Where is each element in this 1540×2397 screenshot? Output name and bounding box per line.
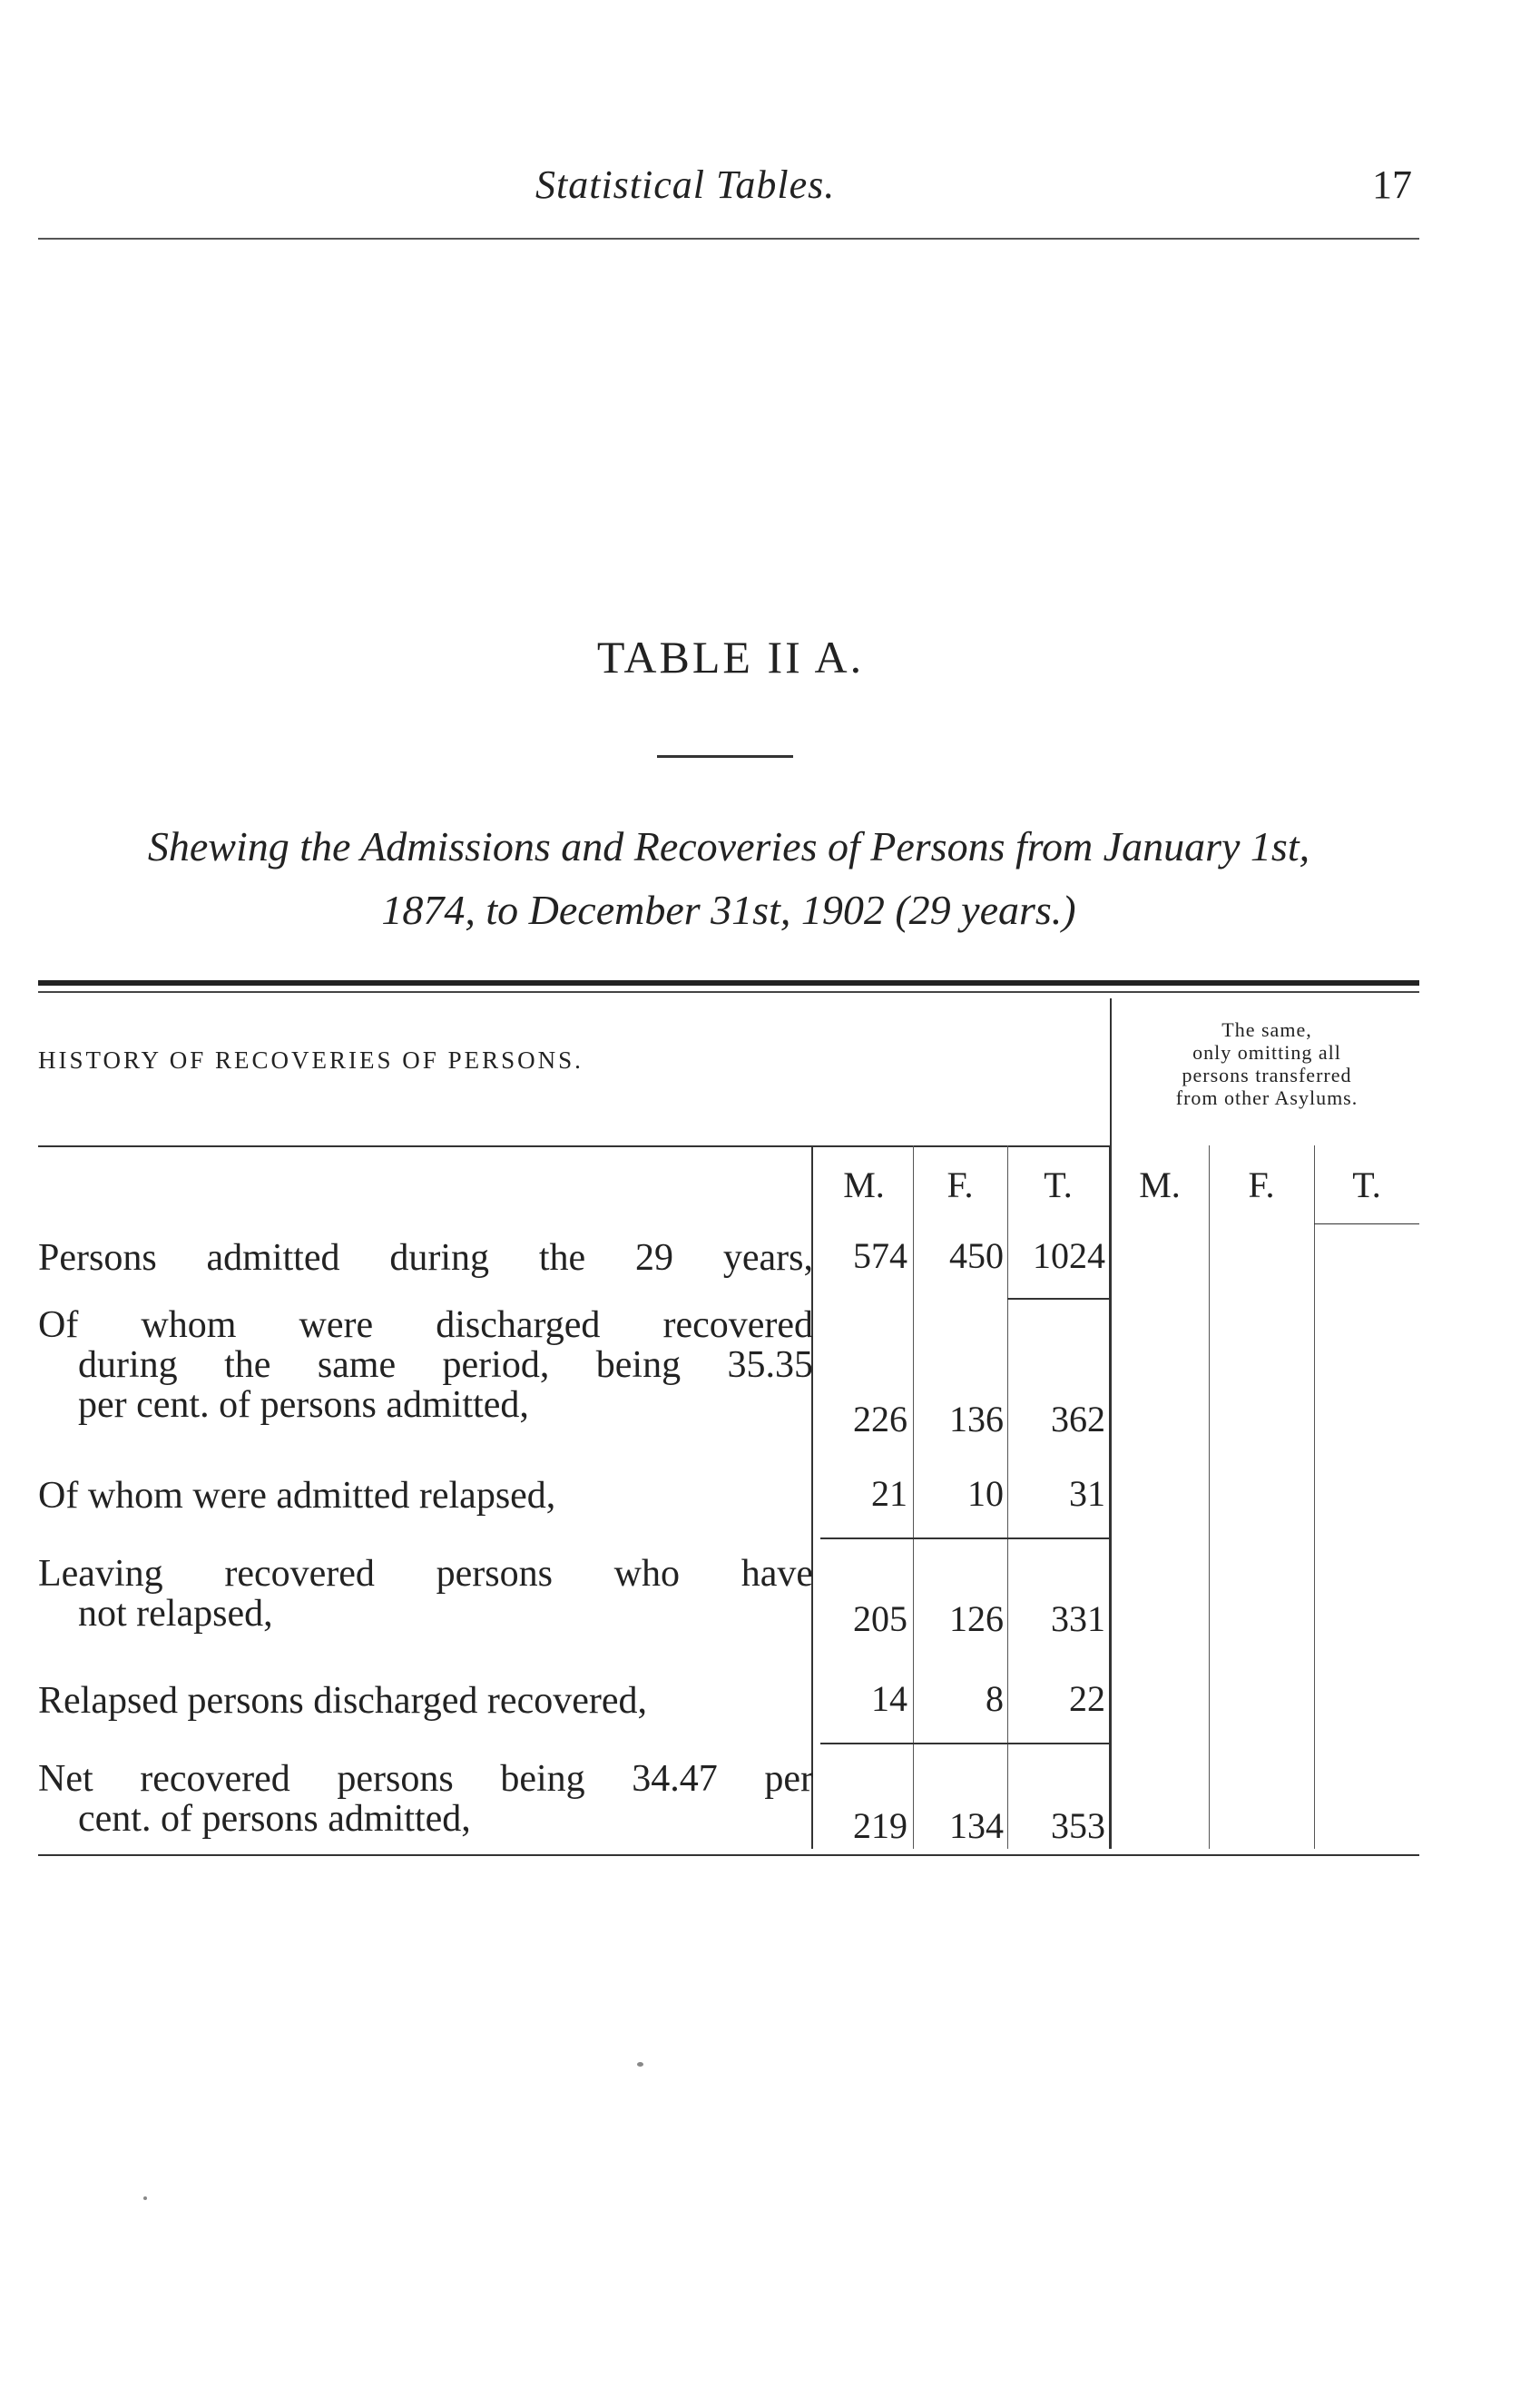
- header-divider: [1110, 998, 1112, 1151]
- print-speck: [143, 2196, 147, 2200]
- table-top-thin-rule: [38, 991, 1419, 993]
- row-label: [38, 1238, 813, 1278]
- col-head-m-transfer: M.: [1139, 1164, 1181, 1205]
- row-value-m: 21: [871, 1473, 907, 1514]
- transfer-note-line: The same,: [1221, 1018, 1312, 1041]
- column-divider: [1109, 1145, 1112, 1849]
- col-head-t-transfer: T.: [1352, 1164, 1381, 1205]
- history-heading: HISTORY OF RECOVERIES OF PERSONS.: [38, 1046, 584, 1074]
- row-label: [38, 1681, 813, 1721]
- header-bottom-rule: [38, 1145, 1111, 1147]
- row-label-line: Of whom were admitted relapsed,: [38, 1475, 556, 1517]
- row-label: [38, 1476, 813, 1516]
- row-value-f: 126: [949, 1598, 1004, 1639]
- column-divider: [1209, 1145, 1210, 1849]
- subtitle-line-2: 1874, to December 31st, 1902 (29 years.): [381, 887, 1076, 933]
- transfer-note-line: only omitting all: [1192, 1041, 1341, 1064]
- col-head-t: T.: [1044, 1164, 1073, 1205]
- addition-rule: [820, 1743, 1109, 1744]
- table-title: TABLE II A.: [596, 632, 865, 683]
- row-label-line: cent. of persons admitted,: [78, 1798, 471, 1840]
- row-value-m: 226: [853, 1399, 907, 1439]
- row-value-m: 574: [853, 1235, 907, 1276]
- row-label-line: during the same period, being 35.35: [78, 1344, 813, 1386]
- row-label-line: Net recovered persons being 34.47 per: [38, 1758, 813, 1800]
- row-label-line: Relapsed persons discharged recovered,: [38, 1680, 647, 1722]
- row-value-t: 331: [1051, 1598, 1105, 1639]
- row-value-f: 136: [949, 1399, 1004, 1439]
- header-rule: [38, 238, 1419, 240]
- row-value-m: 219: [853, 1805, 907, 1846]
- page-number: 17: [1372, 162, 1412, 207]
- row-label-line: per cent. of persons admitted,: [78, 1384, 529, 1426]
- row-value-m: 205: [853, 1598, 907, 1639]
- row-label-line: Leaving recovered persons who have: [38, 1553, 813, 1595]
- running-title: Statistical Tables.: [535, 162, 836, 207]
- row-label-line: not relapsed,: [78, 1593, 273, 1635]
- column-divider: [1314, 1145, 1315, 1849]
- row-value-t: 31: [1069, 1473, 1105, 1514]
- row-value-m: 14: [871, 1678, 907, 1719]
- row-value-f: 8: [986, 1678, 1004, 1719]
- row-label-line: Of whom were discharged recovered: [38, 1304, 813, 1346]
- row-value-f: 450: [949, 1235, 1004, 1276]
- table-top-thick-rule: [38, 980, 1419, 986]
- transfer-note: [1114, 1018, 1419, 1109]
- subtotal-rule: [1007, 1298, 1109, 1300]
- row-value-t: 1024: [1033, 1235, 1105, 1276]
- title-rule: [657, 755, 793, 758]
- row-value-f: 10: [967, 1473, 1004, 1514]
- row-label: [38, 1305, 813, 1425]
- transfer-note-line: persons transferred: [1182, 1064, 1352, 1086]
- subtitle-line-1: Shewing the Admissions and Recoveries of Persons from January 1st,: [147, 823, 1310, 869]
- row-value-t: 353: [1051, 1805, 1105, 1846]
- row-value-t: 22: [1069, 1678, 1105, 1719]
- running-head: [0, 162, 1540, 216]
- row-label-line: Persons admitted during the 29 years,: [38, 1237, 813, 1279]
- subtraction-rule: [820, 1537, 1109, 1539]
- transfer-note-line: from other Asylums.: [1175, 1086, 1359, 1109]
- table-bottom-rule: [38, 1854, 1419, 1856]
- row-label: [38, 1759, 813, 1839]
- row-value-f: 134: [949, 1805, 1004, 1846]
- table-subtitle: [38, 815, 1419, 942]
- transfer-head-rule: [1314, 1223, 1419, 1224]
- row-value-t: 362: [1051, 1399, 1105, 1439]
- row-label: [38, 1554, 813, 1634]
- col-head-m: M.: [843, 1164, 885, 1205]
- print-speck: [637, 2062, 643, 2067]
- col-head-f: F.: [947, 1164, 974, 1205]
- col-head-f-transfer: F.: [1248, 1164, 1275, 1205]
